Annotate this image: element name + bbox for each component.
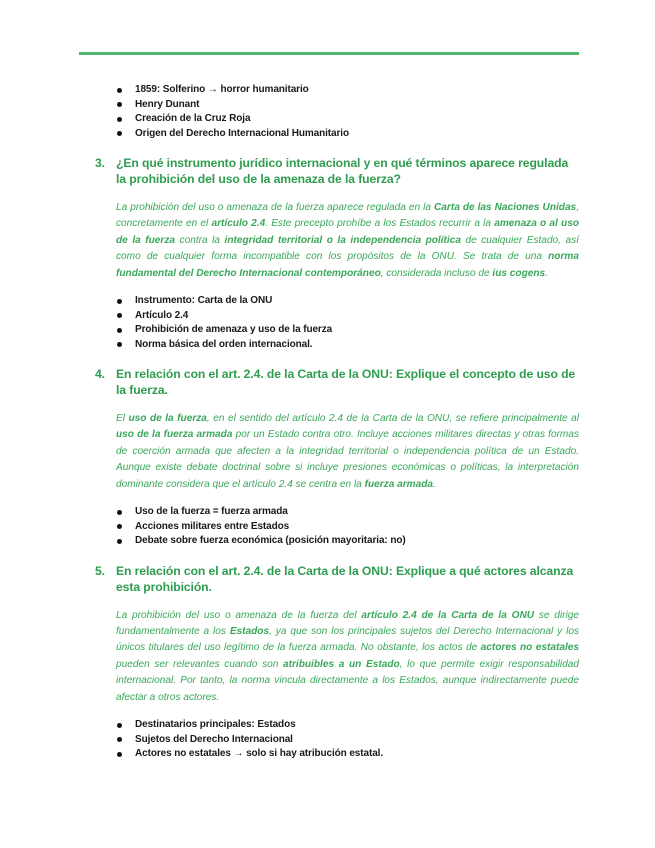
answer-text: contra la xyxy=(175,234,225,246)
answer-3-bullet-list xyxy=(95,294,579,352)
answer-emphasis: Estados xyxy=(229,625,270,637)
list-item: 1859: Solferino → horror humanitario xyxy=(135,83,579,98)
document-body xyxy=(95,83,579,762)
answer-emphasis: fuerza armada xyxy=(364,478,434,490)
list-item: Sujetos del Derecho Internacional xyxy=(135,733,579,748)
list-item: Prohibición de amenaza y uso de la fuerza xyxy=(135,323,579,338)
answer-text: , lo que permite exigir responsabilidad internacional. Por tanto, la norma vincula directamente a los Estados, aunque indirectamente puede afectar a otros actores. xyxy=(116,658,579,703)
top-divider xyxy=(79,52,579,55)
question-number: 4. xyxy=(95,367,105,382)
answer-emphasis: actores no estatales xyxy=(480,642,579,654)
question-number: 3. xyxy=(95,156,105,170)
answer-text: pueden ser relevantes cuando son xyxy=(116,658,284,670)
answer-text: , concretamente en el xyxy=(116,202,579,230)
answer-text: se dirige fundamentalmente a los xyxy=(116,609,579,637)
answer-emphasis: amenaza o al uso de la fuerza xyxy=(116,218,579,246)
answer-emphasis: norma fundamental del Derecho Internacional contemporáneo xyxy=(116,251,579,279)
list-item: Uso de la fuerza = fuerza armada xyxy=(135,505,579,520)
answer-text: . Este precepto prohíbe a los Estados recurrir a la xyxy=(265,218,495,230)
answer-4-bullet-list xyxy=(95,505,579,549)
answer-5-bullet-list xyxy=(95,718,579,762)
question-5-heading xyxy=(95,563,579,595)
list-item: Creación de la Cruz Roja xyxy=(135,112,579,127)
answer-text: . xyxy=(545,267,548,279)
answer-text: La prohibición del uso o amenaza de la fuerza aparece regulada en la xyxy=(116,202,434,213)
answer-emphasis: ius cogens xyxy=(492,267,546,279)
answer-emphasis: uso de la fuerza xyxy=(128,413,207,425)
answer-3 xyxy=(116,200,579,282)
question-text: En relación con el art. 2.4. de la Carta de la ONU: Explique a qué actores alcanza esta prohibición. xyxy=(116,563,574,594)
answer-4 xyxy=(116,411,579,493)
answer-emphasis: Carta de las Naciones Unidas xyxy=(434,202,577,213)
answer-emphasis: atribuibles a un Estado xyxy=(283,658,400,670)
list-item: Origen del Derecho Internacional Humanitario xyxy=(135,127,579,142)
list-item: Norma básica del orden internacional. xyxy=(135,338,579,353)
answer-text: . xyxy=(433,478,436,490)
answer-text: , en el sentido del artículo 2.4 de la Carta de la ONU, se refiere principalmente al xyxy=(206,413,580,425)
answer-emphasis: artículo 2.4 xyxy=(211,218,266,230)
question-text: En relación con el art. 2.4. de la Carta de la ONU: Explique el concepto de uso de la fuerza. xyxy=(116,367,576,398)
answer-text: por un Estado contra otro. Incluye acciones militares directas y otras formas de coerción armada que afecten a la integridad territorial o independencia política de un Estado. Aunque existe debate doctrinal sobre si incluye presiones económicas o políticas, la interpretación dominante considera que el artículo 2.4 se centra en la xyxy=(116,429,580,490)
list-item: Henry Dunant xyxy=(135,98,579,113)
answer-text: de cualquier Estado, así como de cualquier forma incompatible con los propósitos de la ONU. Se trata de una xyxy=(116,234,579,263)
answer-emphasis: uso de la fuerza armada xyxy=(116,429,233,441)
list-item: Instrumento: Carta de la ONU xyxy=(135,294,579,309)
answer-emphasis: integridad territorial o la independencia política xyxy=(224,234,461,246)
answer-text: , considerada incluso de xyxy=(380,267,493,279)
list-item: Artículo 2.4 xyxy=(135,309,579,324)
answer-text: El xyxy=(116,413,129,425)
answer-text: , ya que son los principales sujetos del Derecho Internacional y los únicos titulares del uso legítimo de la fuerza armada. No obstante, los actos de xyxy=(116,625,579,654)
answer-emphasis: artículo 2.4 de la Carta de la ONU xyxy=(361,609,535,621)
question-4-heading xyxy=(95,366,579,398)
question-text: ¿En qué instrumento jurídico internacional y en qué términos aparece regulada la prohibición del uso de la amenaza de la fuerza? xyxy=(116,156,569,186)
list-item: Debate sobre fuerza económica (posición mayoritaria: no) xyxy=(135,534,579,549)
intro-bullet-list xyxy=(95,83,579,141)
list-item: Acciones militares entre Estados xyxy=(135,520,579,535)
question-number: 5. xyxy=(95,563,105,578)
answer-text: La prohibición del uso o amenaza de la fuerza del xyxy=(116,609,362,621)
list-item: Actores no estatales → solo si hay atribución estatal. xyxy=(135,747,579,762)
question-3-heading xyxy=(95,155,579,187)
answer-5 xyxy=(116,608,579,706)
list-item: Destinatarios principales: Estados xyxy=(135,718,579,733)
